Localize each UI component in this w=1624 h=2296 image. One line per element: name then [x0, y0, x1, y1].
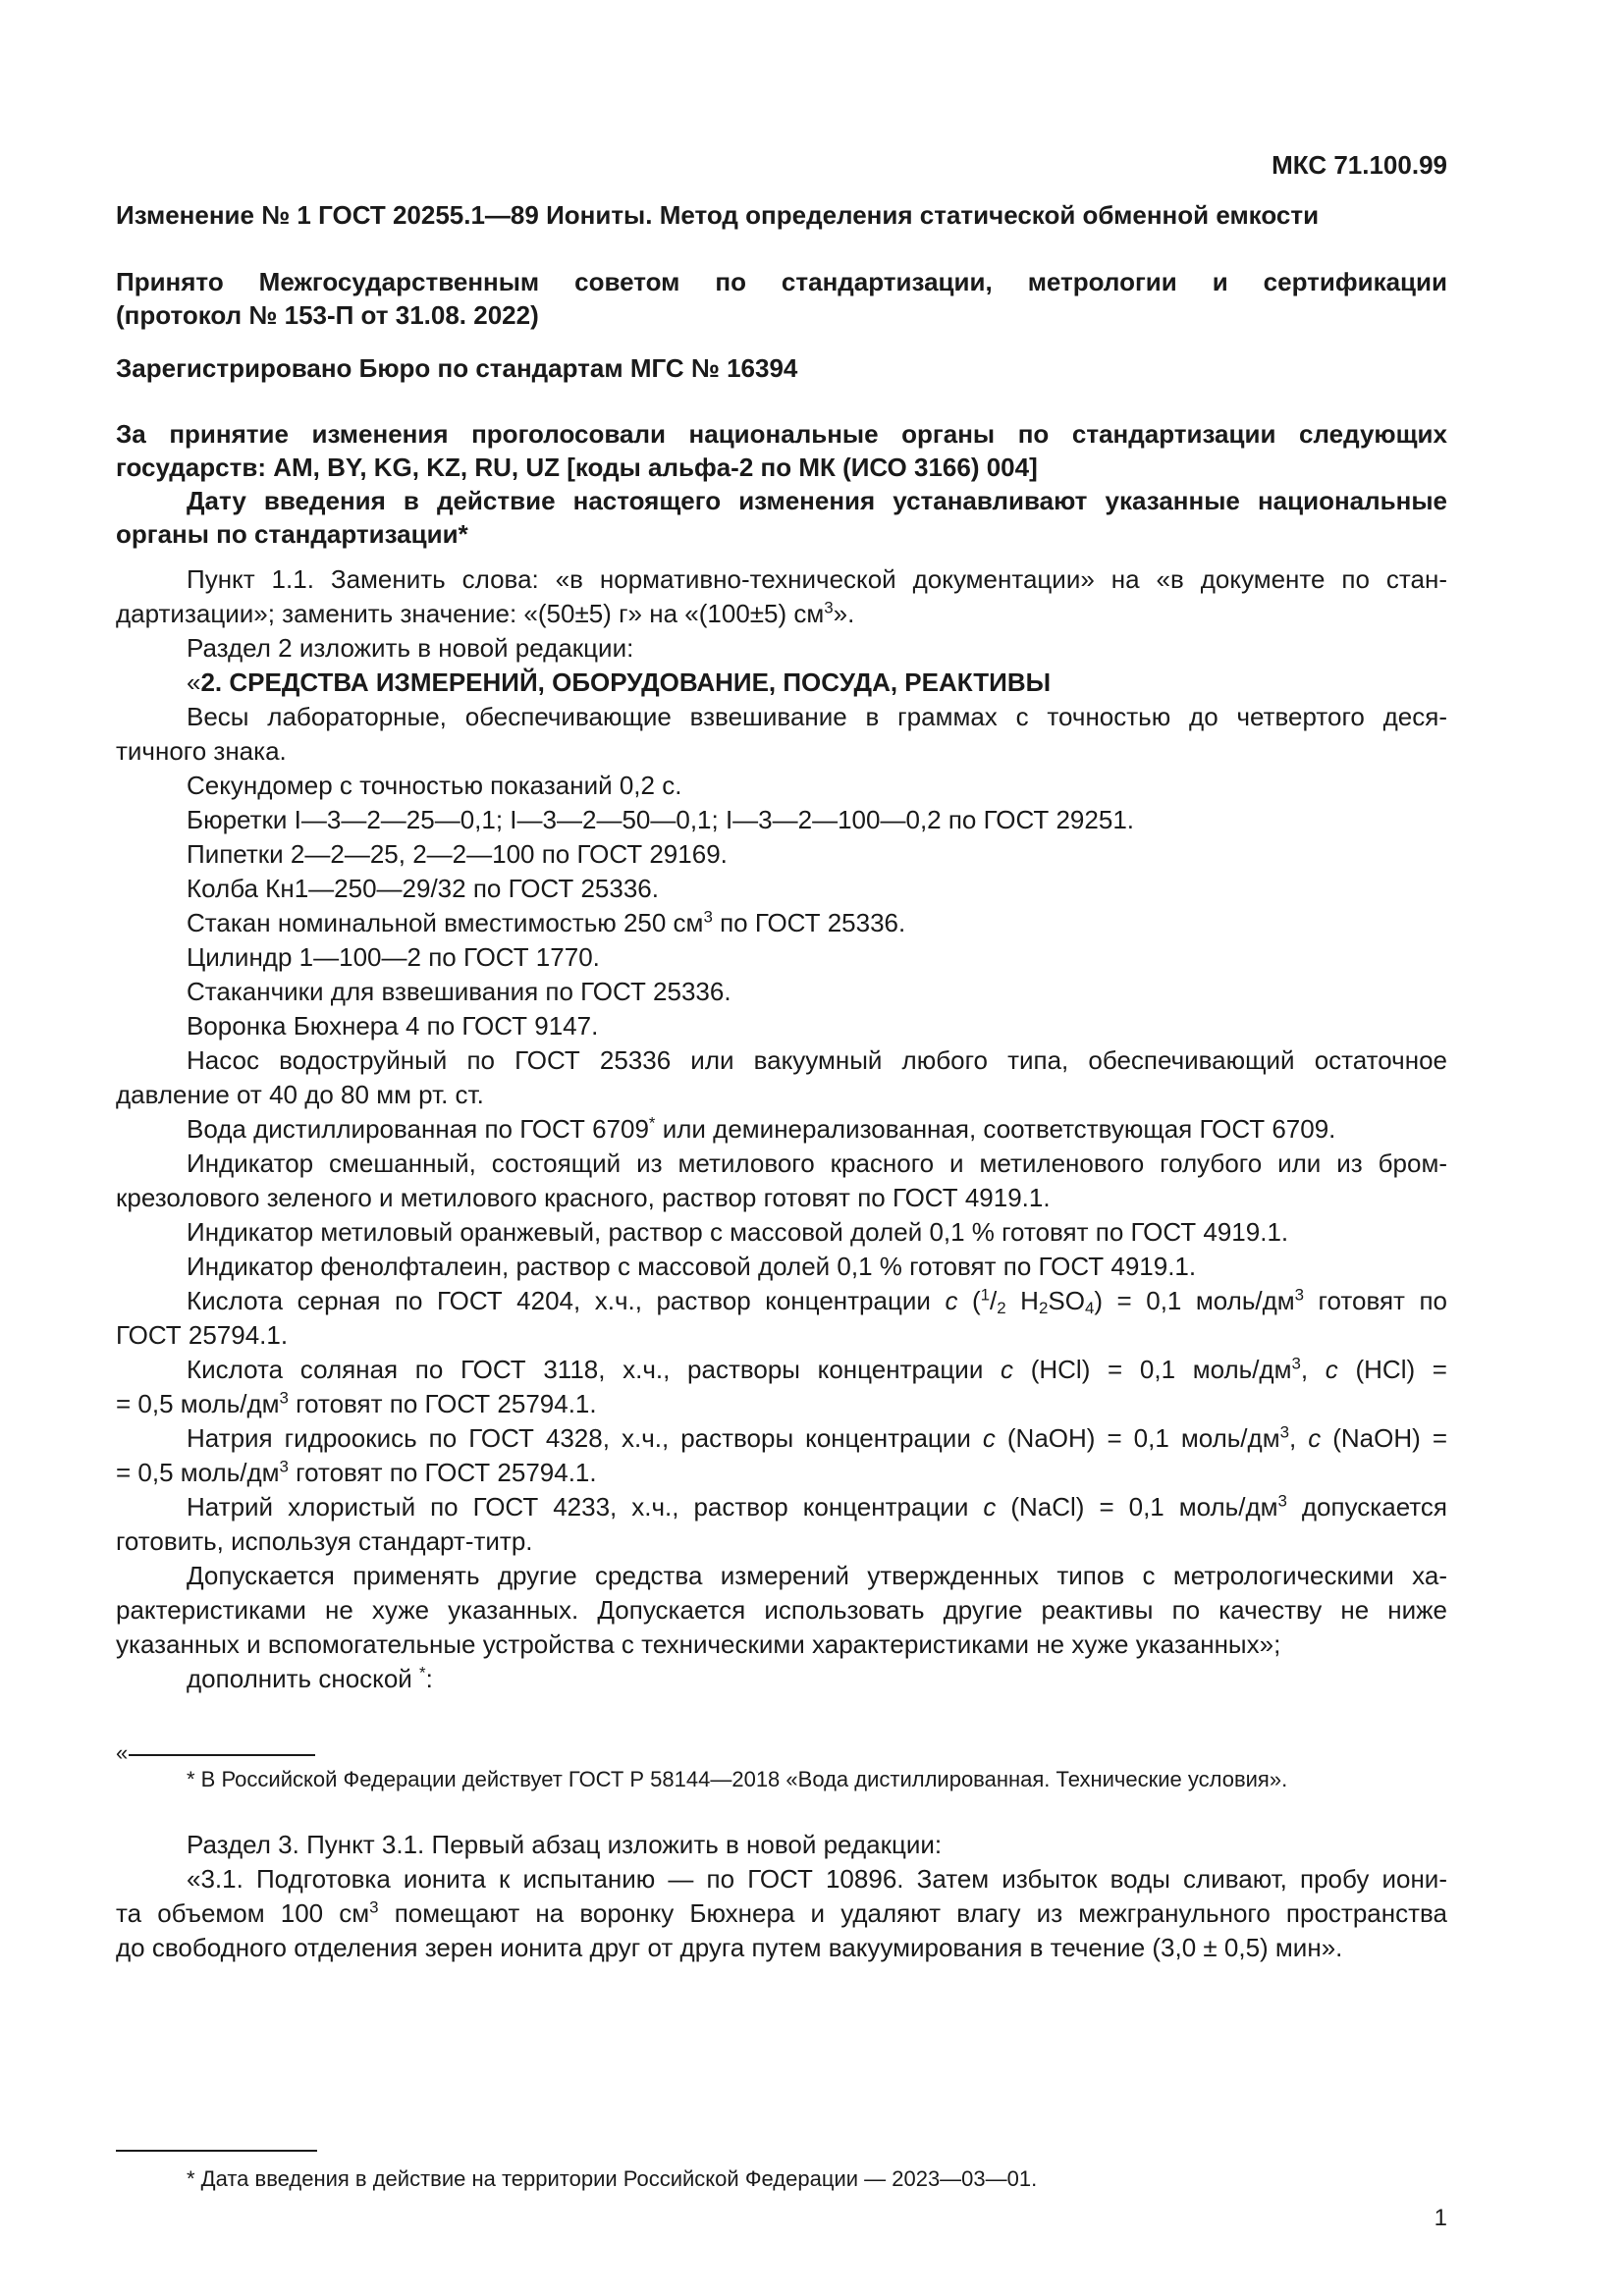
- paragraph-allowances-line-3: указанных и вспомогательные устройства с техническими характеристиками не хуже указанных»;: [116, 1629, 1281, 1659]
- item-scales-line-1: Весы лабораторные, обеспечивающие взвешивание в граммах с точностью до четвертого деся-: [187, 702, 1447, 731]
- document-page: [116, 0, 1447, 2296]
- item-scales-line-2: тичного знака.: [116, 736, 287, 766]
- footnote-separator: [129, 1754, 315, 1756]
- item-pump-line-2: давление от 40 до 80 мм рт. ст.: [116, 1080, 484, 1109]
- text-fragment: готовят по ГОСТ 25794.1.: [288, 1389, 597, 1418]
- footnote-marker: *: [419, 1663, 426, 1682]
- section-2-heading: [116, 666, 1447, 700]
- superscript: 3: [1291, 1354, 1301, 1373]
- voting-line-1: За принятие изменения проголосовали национальные органы по стандартизации следующих: [116, 419, 1447, 449]
- accepted-line-2: (протокол № 153-П от 31.08. 2022): [116, 300, 539, 330]
- item-hydrochloric-acid-line-2: [116, 1387, 1447, 1421]
- item-mixed-indicator: [116, 1147, 1447, 1215]
- paragraph-1-1-line-1: Пункт 1.1. Заменить слова: «в нормативно-технической документации» на «в документе по стан-: [187, 564, 1447, 594]
- text-fragment: готовят по ГОСТ 25794.1.: [288, 1458, 597, 1487]
- superscript: 3: [1294, 1285, 1305, 1305]
- section-3-1-line-3: до свободного отделения зерен ионита друг от друга путем вакуумирования в течение (3,0 ± 0,5) мин».: [116, 1933, 1343, 1962]
- text-fragment: H: [1005, 1286, 1039, 1315]
- heading-text: 2. СРЕДСТВА ИЗМЕРЕНИЙ, ОБОРУДОВАНИЕ, ПОСУДА, РЕАКТИВЫ: [200, 667, 1052, 697]
- item-sulfuric-acid: [116, 1284, 1447, 1353]
- page-number: 1: [1434, 2205, 1447, 2231]
- item-water: [116, 1112, 1447, 1147]
- text-fragment: :: [425, 1664, 433, 1693]
- text-fragment: (HCl) =: [1337, 1355, 1447, 1384]
- footnote-distilled-water: * В Российской Федерации действует ГОСТ Р 58144—2018 «Вода дистиллированная. Технические условия».: [187, 1767, 1288, 1791]
- paragraph-1-1: [116, 562, 1447, 631]
- item-scales: [116, 700, 1447, 769]
- footnote-marker: *: [648, 1113, 656, 1133]
- item-weighing-cups: Стаканчики для взвешивания по ГОСТ 25336.: [187, 977, 731, 1006]
- item-hydrochloric-acid: [116, 1353, 1447, 1421]
- concentration-symbol: c: [1325, 1355, 1338, 1384]
- paragraph-allowances-line-1: Допускается применять другие средства измерений утвержденных типов с метрологическими ха-: [187, 1561, 1447, 1590]
- text-fragment: ) = 0,1 моль/дм: [1094, 1286, 1295, 1315]
- text-fragment: (: [957, 1286, 981, 1315]
- quote-mark: «: [187, 667, 201, 697]
- text-fragment: (NaCl) = 0,1 моль/дм: [996, 1492, 1278, 1522]
- registration-statement: Зарегистрировано Бюро по стандартам МГС № 16394: [116, 353, 798, 383]
- item-flask: Колба Кн1—250—29/32 по ГОСТ 25336.: [187, 874, 659, 903]
- section-3-1-line-2: [116, 1896, 1447, 1931]
- text-fragment: дартизации»; заменить значение: «(50±5) г» на «(100±5) см: [116, 599, 825, 628]
- subscript: 2: [1038, 1299, 1049, 1318]
- item-sodium-hydroxide-line-1: [116, 1421, 1447, 1456]
- text-fragment: Кислота соляная по ГОСТ 3118, х.ч., растворы концентрации: [187, 1355, 1001, 1384]
- subscript: 2: [997, 1299, 1006, 1318]
- text-fragment: Натрия гидроокись по ГОСТ 4328, х.ч., растворы концентрации: [187, 1423, 983, 1453]
- item-pipettes: Пипетки 2—2—25, 2—2—100 по ГОСТ 29169.: [187, 839, 728, 869]
- text-fragment: (NaOH) =: [1321, 1423, 1448, 1453]
- footnote-effective-date: * Дата введения в действие на территории Российской Федерации — 2023—03—01.: [187, 2166, 1038, 2191]
- concentration-symbol: c: [1001, 1355, 1014, 1384]
- text-fragment: (NaOH) = 0,1 моль/дм: [995, 1423, 1280, 1453]
- item-sulfuric-acid-line-2: ГОСТ 25794.1.: [116, 1320, 289, 1350]
- subscript: 4: [1084, 1299, 1095, 1318]
- text-fragment: ,: [1288, 1423, 1309, 1453]
- text-fragment: дополнить сноской: [187, 1664, 420, 1693]
- paragraph-1-1-line-2: [116, 597, 1447, 631]
- item-mixed-indicator-line-2: крезолового зеленого и метилового красного, раствор готовят по ГОСТ 4919.1.: [116, 1183, 1051, 1212]
- text-fragment: /: [990, 1286, 998, 1315]
- item-phenolphthalein: Индикатор фенолфталеин, раствор с массовой долей 0,1 % готовят по ГОСТ 4919.1.: [187, 1252, 1197, 1281]
- concentration-symbol: c: [982, 1423, 996, 1453]
- text-fragment: допускается: [1286, 1492, 1448, 1522]
- text-fragment: Натрий хлористый по ГОСТ 4233, х.ч., раствор концентрации: [187, 1492, 984, 1522]
- text-fragment: та объемом 100 см: [116, 1898, 370, 1928]
- accepted-statement: [116, 265, 1447, 332]
- text-fragment: помещают на воронку Бюхнера и удаляют влагу из межгранульного пространства: [378, 1898, 1447, 1928]
- section-2-intro: Раздел 2 изложить в новой редакции:: [187, 633, 634, 663]
- superscript: 3: [703, 907, 713, 927]
- effective-date-statement: [116, 484, 1447, 551]
- voting-statement: [116, 417, 1447, 484]
- item-sodium-hydroxide-line-2: [116, 1456, 1447, 1490]
- section-3-intro: Раздел 3. Пункт 3.1. Первый абзац изложить в новой редакции:: [187, 1830, 943, 1859]
- footnote-open-quote: «: [116, 1740, 129, 1765]
- voting-line-2: государств: AM, BY, KG, KZ, RU, UZ [коды альфа-2 по МК (ИСО 3166) 004]: [116, 453, 1038, 482]
- text-fragment: = 0,5 моль/дм: [116, 1389, 280, 1418]
- item-sulfuric-acid-line-1: [116, 1284, 1447, 1318]
- paragraph-add-footnote: [116, 1662, 1447, 1696]
- text-fragment: или деминерализованная, соответствующая ГОСТ 6709.: [655, 1114, 1336, 1144]
- text-fragment: по ГОСТ 25336.: [712, 908, 906, 937]
- text-fragment: ».: [833, 599, 855, 628]
- item-mixed-indicator-line-1: Индикатор смешанный, состоящий из метилового красного и метиленового голубого или из бром-: [187, 1148, 1447, 1178]
- text-fragment: Кислота серная по ГОСТ 4204, х.ч., раствор концентрации: [187, 1286, 946, 1315]
- accepted-line-1: Принято Межгосударственным советом по стандартизации, метрологии и сертификации: [116, 267, 1447, 296]
- superscript: 3: [369, 1897, 379, 1917]
- superscript: 1: [980, 1285, 991, 1305]
- item-beaker: [116, 906, 1447, 940]
- item-sodium-chloride-line-1: [116, 1490, 1447, 1524]
- superscript: 3: [1277, 1491, 1287, 1511]
- effective-date-line-2: органы по стандартизации*: [116, 519, 468, 549]
- item-methyl-orange: Индикатор метиловый оранжевый, раствор с массовой долей 0,1 % готовят по ГОСТ 4919.1.: [187, 1217, 1289, 1247]
- effective-date-line-1: Дату введения в действие настоящего изменения устанавливают указанные национальные: [187, 486, 1447, 515]
- paragraph-allowances-line-2: рактеристиками не хуже указанных. Допускается использовать другие реактивы по качеству не ниже: [116, 1595, 1447, 1625]
- text-fragment: Вода дистиллированная по ГОСТ 6709: [187, 1114, 649, 1144]
- section-3-amendment: [116, 1828, 1447, 1965]
- concentration-symbol: c: [945, 1286, 958, 1315]
- superscript: 3: [824, 598, 834, 617]
- text-fragment: (HCl) = 0,1 моль/дм: [1013, 1355, 1292, 1384]
- item-buchner-funnel: Воронка Бюхнера 4 по ГОСТ 9147.: [187, 1011, 599, 1041]
- item-pump-line-1: Насос водоструйный по ГОСТ 25336 или вакуумный любого типа, обеспечивающий остаточное: [187, 1045, 1447, 1075]
- section-3-1-text: [116, 1862, 1447, 1965]
- superscript: 3: [279, 1388, 289, 1408]
- concentration-symbol: c: [1308, 1423, 1322, 1453]
- superscript: 3: [1279, 1422, 1289, 1442]
- text-fragment: Стакан номинальной вместимостью 250 см: [187, 908, 704, 937]
- item-cylinder: Цилиндр 1—100—2 по ГОСТ 1770.: [187, 942, 600, 972]
- item-hydrochloric-acid-line-1: [116, 1353, 1447, 1387]
- item-stopwatch: Секундомер с точностью показаний 0,2 с.: [187, 771, 682, 800]
- item-sodium-chloride-line-2: готовить, используя стандарт-титр.: [116, 1526, 533, 1556]
- text-fragment: готовят по: [1304, 1286, 1448, 1315]
- item-sodium-chloride: [116, 1490, 1447, 1559]
- item-pump: [116, 1043, 1447, 1112]
- page-footnote-separator: [116, 2150, 317, 2152]
- amendment-title: Изменение № 1 ГОСТ 20255.1—89 Иониты. Метод определения статической обменной емкости: [116, 200, 1320, 230]
- item-burettes: Бюретки I—3—2—25—0,1; I—3—2—50—0,1; I—3—2—100—0,2 по ГОСТ 29251.: [187, 805, 1134, 834]
- text-fragment: ,: [1300, 1355, 1326, 1384]
- mks-code: МКС 71.100.99: [1272, 150, 1447, 180]
- section-3-1-line-1: «3.1. Подготовка ионита к испытанию — по ГОСТ 10896. Затем избыток воды сливают, пробу иони-: [187, 1864, 1447, 1894]
- item-sodium-hydroxide: [116, 1421, 1447, 1490]
- text-fragment: SO: [1048, 1286, 1085, 1315]
- paragraph-allowances: [116, 1559, 1447, 1662]
- amendment-body: [116, 562, 1447, 1696]
- text-fragment: = 0,5 моль/дм: [116, 1458, 280, 1487]
- concentration-symbol: c: [983, 1492, 997, 1522]
- superscript: 3: [279, 1457, 289, 1476]
